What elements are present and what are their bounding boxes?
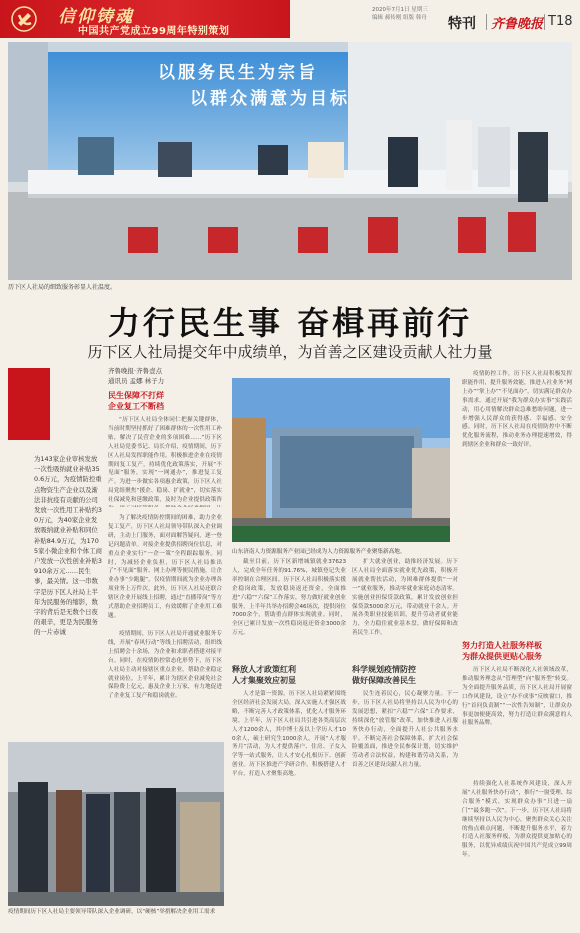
header-divider	[544, 14, 545, 30]
subhead-line: 释放人才政策红利	[232, 665, 296, 674]
service-hall-photo	[8, 42, 572, 280]
editor-credit: 编辑 郝传刚 组版 韩舟	[372, 15, 427, 21]
subhead-line: 企业复工不断档	[108, 402, 164, 411]
photo-caption: 历下区人社局的细致服务彰显人社温度。	[8, 284, 117, 291]
body-column: “历下区人社局全体同仁把握关键群体，当前时期坚持抓好了困难群体的一次性用工补贴，解决了民营企业的多项困难……”历下区人社局党委书记、局长介绍，疫情期间，历下区人社局发挥职能作用，积极推进企业在疫情期间复工复产，持续优化政策落实，开展“不见面”服务，实现“一网通办”，推进复工复产。为进一步做实各项惠企政策，历下区人社局党组聚焦“援企、稳岗、扩就业”，切实落实社保减免和延缴政策，及时为企业提供政策咨	[108, 417, 222, 504]
page-number: T18	[548, 14, 573, 29]
body-column: 截至目前，历下区新增城镇就业37623人，完成全年任务的91.76%，城镇登记失业率控制在合理区间。历下区人社局积极落实援企稳岗政策，发放稳岗返还资金，全面推进“六稳”“六保”工作落实，努力做好就业创业服务，上半年共举办招聘会46场次，提供岗位7000余个，帮助重点群体实现就业。同时，全区已累计发放一次性稳岗返还资金3000余万元。	[232, 559, 346, 637]
body-column: 历下区人社局不断深化人社领域改革，推动服务理念从“管理型”向“服务型”转变。为全面提升服务品质，历下区人社局开展窗口作风建设，设立“办不成事”反映窗口，推行“首问负责制”“一次性告知制”，让群众办事更加便捷高效，努力打造让群众满意的人社服务品牌。	[462, 667, 572, 727]
subhead-line: 为群众提供更贴心服务	[462, 652, 542, 661]
decorative-red-block	[8, 368, 50, 440]
party-emblem-icon	[10, 5, 38, 33]
article-subheadline: 历下区人社局提交年中成绩单，为首善之区建设贡献人社力量	[87, 343, 493, 361]
summary-note: 为143家企业审核发放一次性吸纳就业补贴350.6万元，为疫情防控重点物资生产企业以及渐法非抗疫有贡献的公司发放一次性用工补贴约30万元，为40家企业发放吸纳就业补贴和同位补贴84.9万元，为1705家小微企业和个体工商户发放一次性创业补贴3910余万元……民生事，最关情。这一串数字是历下区人社局上半年为民服务的缩影，数字的背后是无数个日夜的艰辛，更是为民服务的一片赤诚	[34, 455, 102, 637]
photo-caption: 疫情期间历下区人社局主要领导带队深入企业调研，以“硬核”举措解决企业用工需求	[8, 909, 216, 915]
subhead-line: 努力打造人社服务样板	[462, 641, 542, 650]
subhead-red	[462, 640, 542, 662]
body-column: 为了解决疫情防控期间的困难，助力企业复工复产，历下区人社局领导带队深入企业调研，主动上门服务，面对面解答疑问，逐一登记问题清单。对接企业提供招聘岗位信息，对重点企业实行“一企一策”全程跟踪服务。同时，为减轻企业负担，历下区人社局推出了“不见面”服务、网上办理等便民措施，让企业办事“少跑腿”，仅疫情期间就为企业办理各项业务上万件次。此外，历下区人社局还联合辖区企业开展线上招聘，通过“直播带岗”等方式帮助企业招聘员工，有效缓解了企业用工难题。	[108, 515, 222, 619]
body-column: 持续强化人社系统作风建设，深入开展“人社服务快办行动”，推行“一窗受理、综合服务”模式，实现群众办事“只进一扇门”“最多跑一次”。下一步，历下区人社局将继续坚持以人民为中心，聚焦群众关心关注的热点难点问题，不断提升服务水平，着力打造人社服务样板，为群众提供更加贴心的服务，以优异成绩庆祝中国共产党成立99周年。	[462, 781, 572, 859]
body-column: 人才是第一资源。历下区人社局紧紧围绕全区经济社会发展大局，深入实施人才强区战略，不断完善人才政策体系，优化人才服务环境。上半年，历下区人社局共引进各类高层次人才1200余人，其中博士及以上学历人才100余人，硕士研究生1000余人。开展“人才服务月”活动，为人才提供落户、住房、子女入学等一站式服务，让人才安心扎根历下、创新创业。历下区推进产学研合作，积极搭建人才平台，打造人才聚集高地。	[232, 691, 346, 778]
body-column: 扩大就业创业，助推经济发展。历下区人社局全面落实就业优先政策，积极开展就业帮扶活动，为困难群体提供“一对一”就业服务，推动零就业家庭动态清零。实施创业担保贷款政策，累计发放创业担保贷款5000余万元，带动就业千余人。开展各类职业技能培训，提升劳动者就业能力，全力稳住就业基本盘，做好保障和改善民生工作。	[352, 559, 458, 637]
header-divider	[486, 14, 487, 30]
body-column: 疫情防控工作，历下区人社局积极发挥职能作用，提升服务效能，推进人社业务“网上办”“掌上办”“不见面办”，切实满足群众办事需求。通过开展“我为群众办实事”实践活动，用心用情解决群众急难愁盼问题，进一步增强人民群众的获得感、幸福感、安全感。同时，历下区人社局在疫情防控中不断优化服务流程，推动业务办理提速增效，得到辖区企业和群众一致好评。	[462, 371, 572, 449]
enterprise-visit-photo	[8, 742, 224, 906]
issue-date: 2020年7月1日 星期三	[372, 7, 428, 13]
body-column: 民生连着民心，民心凝聚力量。下一步，历下区人社局将坚持以人民为中心的发展思想，紧扣“六稳”“六保”工作要求，持续深化“放管服”改革，加快推进人社服务快办行动，全面提升人社公共服务水平。不断完善社会保障体系，扩大社会保险覆盖面，推进全民参保计划，切实维护劳动者合法权益，构建和谐劳动关系，为首善之区建设贡献人社力量。	[352, 691, 458, 769]
byline-outlet: 齐鲁晚报·齐鲁壹点	[108, 367, 163, 375]
page-header	[0, 0, 580, 38]
subhead-line: 做好保障改善民生	[352, 676, 416, 685]
subhead-line: 人才集聚效应初显	[232, 676, 296, 685]
section-title: 信仰铸魂	[58, 7, 134, 27]
newspaper-logo: 齐鲁晚报	[491, 17, 544, 32]
photo-caption: 山东济南人力资源服务产业园已经成为人力资源服务产业聚集新高地。	[232, 549, 406, 555]
banner-slogan-2: 以群众满意为目标	[190, 89, 350, 109]
body-column: 疫情期间，历下区人社局开通就业服务专线，开展“春风行动”等线上招聘活动，组织线上招聘会十余场，为企业和求职者搭建对接平台。同时，在疫情防控常态化形势下，历下区人社局主动对接辖区重点企业，帮助企业稳定就业岗位。上半年，累计为辖区企业减免社会保险费上亿元，惠及企业上万家，有力地促进了企业复工复产和稳岗就业。	[108, 631, 222, 700]
page-section: 特刊	[448, 16, 476, 32]
section-subtitle: 中国共产党成立99周年特别策划	[78, 26, 230, 37]
subhead-line: 民生保障不打烊	[108, 391, 164, 400]
subhead-dark	[352, 664, 416, 686]
subhead-dark	[232, 664, 296, 686]
industrial-park-photo	[232, 378, 450, 542]
byline-authors: 通讯员 孟娜 林子力	[108, 377, 165, 385]
subhead-red	[108, 390, 164, 412]
article-headline: 力行民生事 奋楫再前行	[107, 304, 473, 342]
section-banner	[0, 0, 290, 38]
subhead-line: 科学规划疫情防控	[352, 665, 416, 674]
banner-slogan-1: 以服务民生为宗旨	[158, 63, 318, 83]
